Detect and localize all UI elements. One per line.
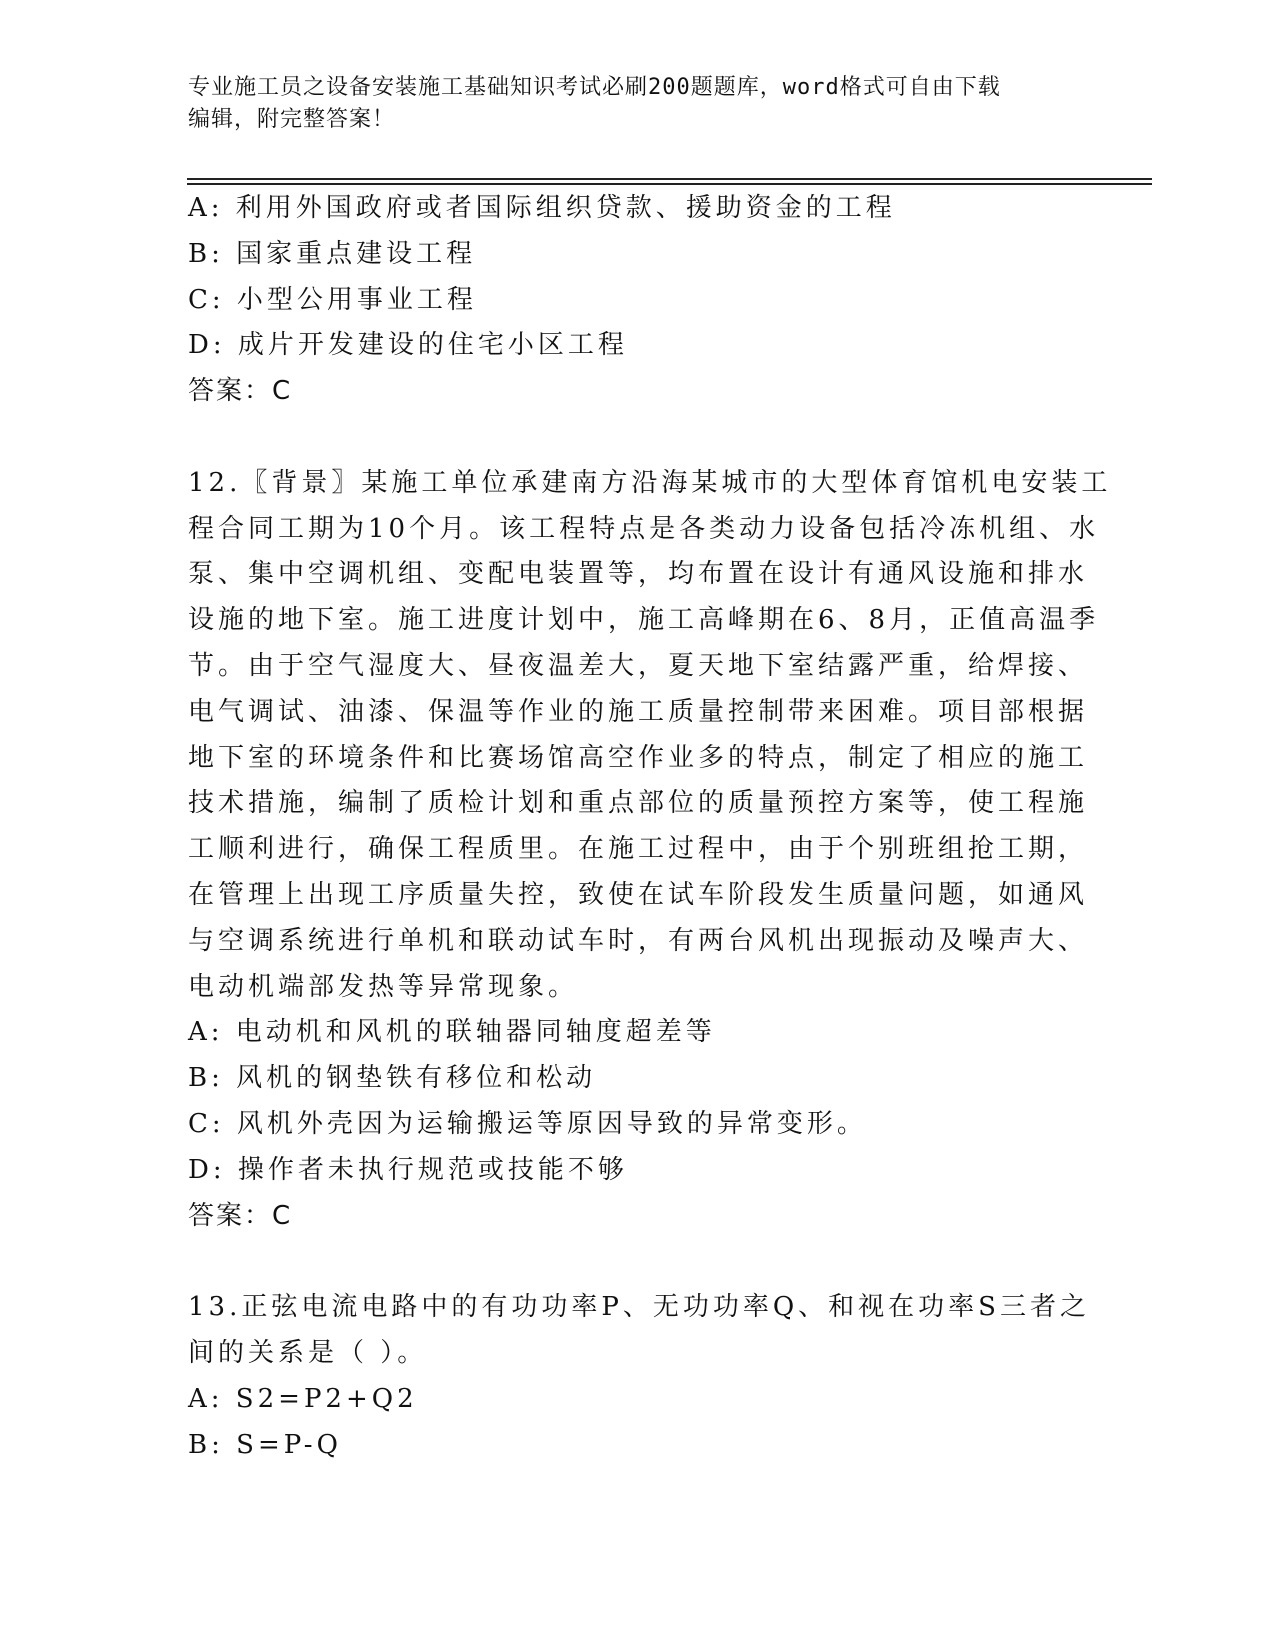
- option-b: B: S=P-Q: [188, 1429, 342, 1460]
- question-text-line: 13.正弦电流电路中的有功功率P、无功功率Q、和视在功率S三者之: [188, 1292, 1090, 1323]
- question-text-line: 节。由于空气湿度大、昼夜温差大，夏天地下室结露严重，给焊接、: [188, 650, 1089, 681]
- question-12: [188, 461, 1112, 1240]
- question-text-line: 地下室的环境条件和比赛场馆高空作业多的特点，制定了相应的施工: [188, 742, 1089, 773]
- answer-line: 答案：C: [188, 376, 293, 407]
- question-text-line: 技术措施，编制了质检计划和重点部位的质量预控方案等，使工程施: [188, 788, 1089, 819]
- spacer: [188, 1239, 1088, 1285]
- question-text-line: 工顺利进行，确保工程质里。在施工过程中，由于个别班组抢工期，: [188, 834, 1089, 865]
- question-text-line: 间的关系是（ ）。: [188, 1337, 428, 1368]
- option-b: B: 风机的钢垫铁有移位和松动: [188, 1063, 597, 1094]
- option-c: C: 风机外壳因为运输搬运等原因导致的异常变形。: [188, 1108, 867, 1139]
- spacer: [188, 415, 1088, 461]
- question-11: [188, 186, 1088, 415]
- header-title-line1: 专业施工员之设备安装施工基础知识考试必刷200题题库，word格式可自由下载: [188, 75, 1001, 100]
- option-a: A: 电动机和风机的联轴器同轴度超差等: [188, 1017, 716, 1048]
- header-title-line2: 编辑，附完整答案！: [188, 107, 396, 132]
- question-text-line: 12.〖背景〗某施工单位承建南方沿海某城市的大型体育馆机电安装工: [188, 467, 1112, 498]
- document-body: [188, 186, 1112, 1468]
- question-text-line: 在管理上出现工序质量失控，致使在试车阶段发生质量问题，如通风: [188, 879, 1089, 910]
- header-divider-bottom: [187, 183, 1152, 185]
- question-text-line: 与空调系统进行单机和联动试车时，有两台风机出现振动及噪声大、: [188, 925, 1089, 956]
- document-header: [188, 72, 1068, 136]
- question-text-line: 程合同工期为10个月。该工程特点是各类动力设备包括冷冻机组、水: [188, 513, 1100, 544]
- answer-line: 答案：C: [188, 1200, 293, 1231]
- question-text-line: 设施的地下室。施工进度计划中，施工高峰期在6、8月，正值高温季: [188, 605, 1100, 636]
- option-d: D: 成片开发建设的住宅小区工程: [188, 330, 628, 361]
- option-b: B: 国家重点建设工程: [188, 238, 477, 269]
- question-text-line: 泵、集中空调机组、变配电装置等，均布置在设计有通风设施和排水: [188, 559, 1089, 590]
- option-d: D: 操作者未执行规范或技能不够: [188, 1154, 628, 1185]
- option-a: A: S2=P2+Q2: [188, 1383, 418, 1414]
- question-13: [188, 1285, 1088, 1468]
- option-c: C: 小型公用事业工程: [188, 284, 477, 315]
- option-a: A: 利用外国政府或者国际组织贷款、援助资金的工程: [188, 193, 896, 223]
- question-text-line: 电动机端部发热等异常现象。: [188, 971, 579, 1002]
- question-text-line: 电气调试、油漆、保温等作业的施工质量控制带来困难。项目部根据: [188, 696, 1089, 727]
- header-divider-top: [187, 178, 1152, 180]
